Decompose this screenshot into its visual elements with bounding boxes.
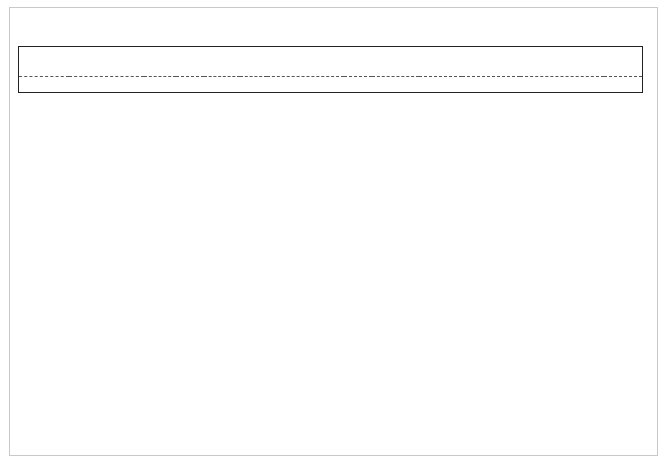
totals-cell xyxy=(19,77,643,93)
totals-section xyxy=(19,77,643,93)
table-header xyxy=(19,47,643,77)
history-table xyxy=(18,46,643,93)
totals-row xyxy=(19,77,643,93)
header-row xyxy=(19,47,643,77)
